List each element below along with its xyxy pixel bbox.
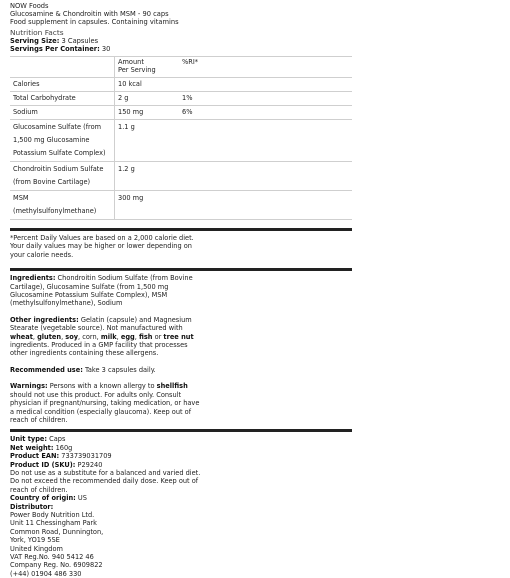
row-name: Sodium bbox=[10, 106, 115, 120]
allergen-soy: soy bbox=[65, 332, 79, 341]
allergen-egg: egg bbox=[120, 332, 135, 341]
ingredients-line bbox=[10, 274, 352, 282]
unit-type bbox=[10, 435, 352, 443]
header-ri: %RI* bbox=[179, 57, 352, 78]
distributor-line: Common Road, Dunnington, bbox=[10, 527, 104, 536]
distributor-line: VAT Reg.No. 940 5412 46 bbox=[10, 553, 94, 561]
footnote-line: *Percent Daily Values are based on a 2,000 calorie diet. bbox=[10, 234, 194, 242]
row-ri: 6% bbox=[179, 106, 352, 120]
table-row bbox=[10, 78, 352, 92]
allergen-line bbox=[10, 333, 352, 341]
other-ingredients-label: Other ingredients: bbox=[10, 315, 79, 324]
product-description: Food supplement in capsules. Containing vitamins bbox=[10, 18, 179, 26]
country-of-origin bbox=[10, 494, 352, 502]
row-ri bbox=[179, 78, 352, 92]
table-row bbox=[10, 191, 352, 220]
warnings-line: should not use this product. For adults only. Consult bbox=[10, 390, 182, 399]
row-name bbox=[10, 120, 115, 162]
distributor-line: Company Reg. No. 6909822 bbox=[10, 561, 103, 570]
warnings-line: reach of children. bbox=[10, 415, 68, 424]
allergen-sep: , bbox=[61, 332, 66, 341]
recommended-use-line bbox=[10, 366, 352, 374]
distributor-line: United Kingdom bbox=[10, 544, 63, 553]
row-amount: 300 mg bbox=[115, 191, 180, 220]
product-subtitle: Glucosamine & Chondroitin with MSM - 90 caps bbox=[10, 10, 169, 18]
header-amount-line1: Amount bbox=[118, 58, 144, 66]
header-amount bbox=[115, 57, 180, 78]
product-details-section bbox=[10, 429, 352, 578]
row-name-line: MSM (methylsulfonylmethane) bbox=[13, 194, 97, 215]
serving-size-label: Serving Size: bbox=[10, 37, 60, 45]
ean-label: Product EAN: bbox=[10, 452, 60, 461]
notice-line: Do not use as a substitute for a balanced and varied diet. bbox=[10, 468, 201, 477]
table-row bbox=[10, 162, 352, 191]
allergen-sep: , bbox=[134, 332, 139, 341]
servings-per-container bbox=[10, 45, 500, 53]
country-value: US bbox=[75, 494, 87, 503]
distributor-line: Unit 11 Chessingham Park bbox=[10, 519, 97, 528]
allergen-wheat: wheat bbox=[10, 332, 33, 341]
row-amount: 2 g bbox=[115, 92, 180, 106]
row-amount: 150 mg bbox=[115, 106, 180, 120]
row-name bbox=[10, 162, 115, 191]
ingredients-label: Ingredients: bbox=[10, 274, 56, 283]
allergen-sep: , bbox=[116, 332, 121, 341]
distributor-line: Power Body Nutrition Ltd. bbox=[10, 510, 95, 519]
warnings-line: physician if pregnant/nursing, taking medication, or have bbox=[10, 399, 200, 408]
allergen-sep: , bbox=[32, 332, 38, 341]
row-name-line: 1,500 mg Glucosamine bbox=[13, 136, 90, 144]
ingredients-line: Cartilage), Glucosamine Sulfate (from 1,500 mg bbox=[10, 282, 169, 291]
nutrition-table bbox=[10, 56, 352, 220]
row-name: Calories bbox=[10, 78, 115, 92]
recommended-use-label: Recommended use: bbox=[10, 365, 83, 374]
allergen-sep: , corn, bbox=[78, 332, 101, 341]
footnote-line: your calorie needs. bbox=[10, 250, 74, 259]
row-ri bbox=[179, 120, 352, 162]
allergen-fish: fish bbox=[138, 332, 153, 341]
footnote-line: Your daily values may be higher or lower depending on bbox=[10, 242, 192, 251]
row-name-line: Glucosamine Sulfate (from bbox=[13, 123, 102, 131]
ean-value: 733739031709 bbox=[59, 452, 112, 461]
row-amount: 10 kcal bbox=[115, 78, 180, 92]
brand-name: NOW Foods bbox=[10, 2, 49, 10]
row-ri bbox=[179, 162, 352, 191]
allergen-tree-nut: tree nut bbox=[163, 332, 194, 341]
net-weight-label: Net weight: bbox=[10, 443, 54, 452]
ingredients-line: (methylsulfonylmethane), Sodium bbox=[10, 299, 123, 308]
allergen-milk: milk bbox=[100, 332, 117, 341]
unit-type-label: Unit type: bbox=[10, 435, 48, 444]
sku-value: P29240 bbox=[75, 460, 103, 469]
row-name-line: (from Bovine Cartilage) bbox=[13, 178, 91, 186]
row-name: Total Carbohydrate bbox=[10, 92, 115, 106]
net-weight-value: 160g bbox=[53, 443, 73, 452]
nutrition-facts-title: Nutrition Facts bbox=[10, 28, 64, 37]
header-empty-cell bbox=[10, 57, 115, 78]
row-amount: 1.2 g bbox=[115, 162, 180, 191]
notice-line: reach of children. bbox=[10, 485, 68, 494]
other-ingredients-line bbox=[10, 316, 352, 324]
warnings-shellfish: shellfish bbox=[156, 382, 188, 391]
other-ingredients-line: other ingredients containing these allergens. bbox=[10, 349, 159, 358]
distributor-line: York, YO19 5SE bbox=[10, 536, 60, 545]
other-ingredients-text: Gelatin (capsule) and Magnesium bbox=[78, 315, 192, 324]
row-name-line: Chondroitin Sodium Sulfate bbox=[13, 165, 104, 173]
warnings-line: a medical condition (especially glaucoma). Keep out of bbox=[10, 407, 192, 416]
ingredients-text: Chondroitin Sodium Sulfate (from Bovine bbox=[55, 274, 193, 283]
table-row bbox=[10, 120, 352, 162]
warnings-line bbox=[10, 382, 352, 390]
nutrition-table-header bbox=[10, 57, 352, 78]
unit-type-value: Caps bbox=[47, 435, 66, 444]
serving-size bbox=[10, 37, 500, 45]
product-ean bbox=[10, 452, 352, 460]
country-label: Country of origin: bbox=[10, 494, 76, 503]
servings-per-container-value: 30 bbox=[101, 45, 111, 53]
table-row bbox=[10, 106, 352, 120]
header-amount-line2: Per Serving bbox=[118, 66, 156, 74]
row-name bbox=[10, 191, 115, 220]
servings-per-container-label: Servings Per Container: bbox=[10, 45, 100, 53]
table-row bbox=[10, 92, 352, 106]
net-weight bbox=[10, 444, 352, 452]
row-ri: 1% bbox=[179, 92, 352, 106]
ingredients-line: Glucosamine Potassium Sulfate Complex), MSM bbox=[10, 291, 168, 300]
daily-values-footnote bbox=[10, 228, 352, 259]
distributor-label: Distributor: bbox=[10, 502, 54, 511]
product-label-page bbox=[10, 0, 500, 578]
row-ri bbox=[179, 191, 352, 220]
notice-line: Do not exceed the recommended daily dose. Keep out of bbox=[10, 477, 199, 486]
other-ingredients-line: Stearate (vegetable source). Not manufactured with bbox=[10, 324, 183, 333]
sku-label: Product ID (SKU): bbox=[10, 460, 76, 469]
recommended-use-text: Take 3 capsules daily. bbox=[82, 365, 156, 374]
serving-size-value: 3 Capsules bbox=[61, 37, 99, 45]
ingredients-section bbox=[10, 268, 352, 424]
warnings-text: Persons with a known allergy to bbox=[47, 382, 157, 391]
warnings-label: Warnings: bbox=[10, 382, 48, 391]
distributor-line: (+44) 01904 486 330 bbox=[10, 569, 82, 578]
other-ingredients-line: ingredients. Produced in a GMP facility that processes bbox=[10, 341, 188, 350]
row-name-line: Potassium Sulfate Complex) bbox=[13, 149, 106, 157]
row-amount: 1.1 g bbox=[115, 120, 180, 162]
allergen-gluten: gluten bbox=[37, 332, 62, 341]
product-sku bbox=[10, 461, 352, 469]
allergen-sep: or bbox=[152, 332, 164, 341]
